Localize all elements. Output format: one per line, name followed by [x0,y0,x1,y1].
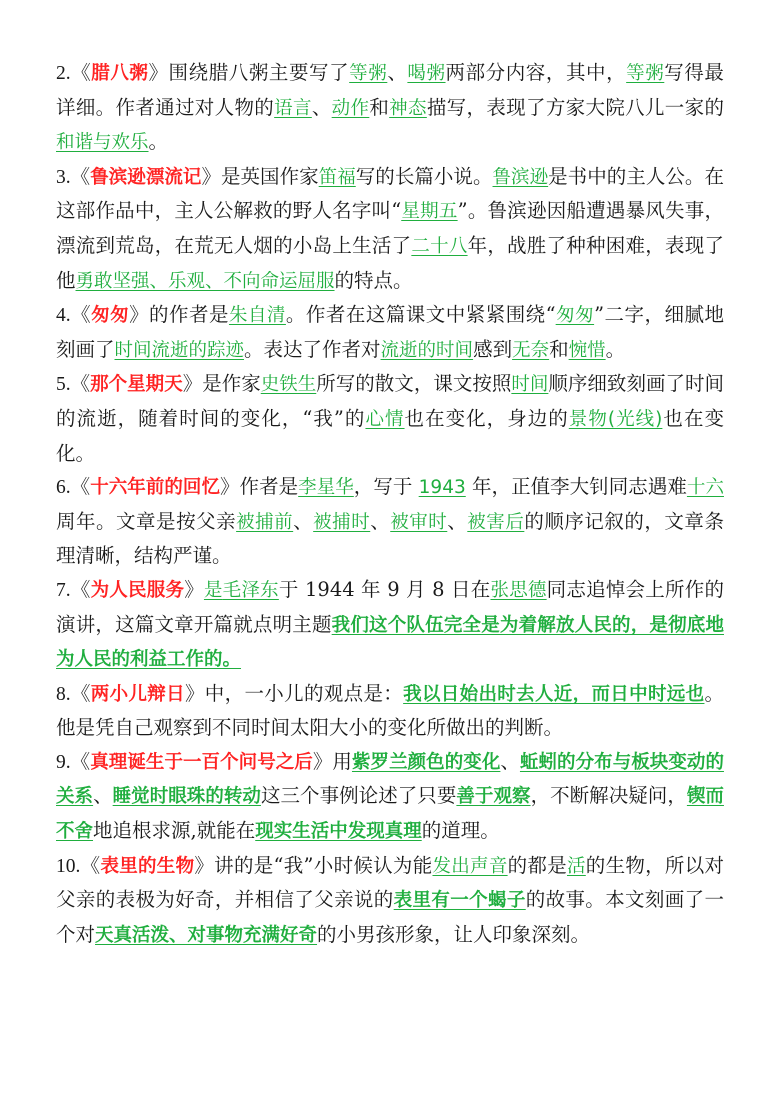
text-segment: 周年。文章是按父亲 [56,509,237,533]
item-number: 9. [56,751,71,773]
question-item [56,470,724,573]
item-number: 2. [56,63,71,84]
answer-blank: 喝粥 [407,63,446,84]
text-segment: 》作者是 [220,475,299,499]
text-segment: 》围绕腊八粥主要写了 [148,61,350,84]
answer-blank: 紫罗兰颜色的变化 [351,751,501,773]
item-number: 6. [56,477,71,499]
answer-blank: 等粥 [349,63,388,84]
text-segment: 《 [70,303,92,327]
text-segment: 顺序细致刻画了时间的流逝，随着时间的变化，“我”的 [56,372,724,430]
text-segment: 》是作家 [182,372,261,396]
text-segment: ，写于 [353,475,419,499]
answer-blank: 发出声音 [432,855,508,877]
answer-blank: 1943 [418,477,466,499]
question-item [56,849,724,953]
text-segment: 《 [70,577,91,601]
answer-blank: 毛泽东 [222,579,279,601]
answer-blank: 被审时 [390,511,448,533]
text-segment: 的生物，所以对父亲的表极为好奇，并相信了父亲说的 [56,853,724,912]
text-segment: 。他是凭自己观察到不同时间太阳大小的变化所做出的判断。 [56,681,724,740]
answer-blank: 勇敢坚强、乐观、不向命运屈服 [75,270,335,292]
answer-blank: 时间 [511,374,549,396]
text-segment: 《 [80,853,101,877]
text-segment: 和 [369,95,390,119]
text-segment: 《 [70,749,91,773]
text-segment: 。表达了作者对 [244,337,381,361]
text-segment: 》的作者是 [129,303,229,327]
answer-blank: 和谐与欢乐 [56,132,149,154]
answer-blank: 语言 [274,97,312,119]
answer-blank: 等粥 [626,63,665,84]
text-segment: 于 1944 年 9 月 8 日在 [278,577,491,601]
text-segment: 年，正值李大钊同志遇难 [465,475,687,499]
text-segment: 。作者在这篇课文中紧紧围绕“ [285,303,556,327]
text-segment: 写的长篇小说。 [355,164,493,188]
text-segment: ”二字，细腻地刻画了 [56,303,724,361]
text-segment: 、 [370,509,391,533]
text-segment: 》是英国作家 [201,164,319,188]
text-segment: 也在变化，身边的 [404,406,569,430]
text-segment: 是书中的主人公。在这部作品中，主人公解救的野人名字叫“ [56,164,724,223]
text-segment: 《 [70,164,91,188]
text-segment: 两部分内容，其中， [445,61,627,84]
text-segment: 感到 [473,337,513,361]
work-title: 十六年前的回忆 [90,477,220,499]
answer-blank: 二十八 [411,235,468,257]
answer-blank: 锲而不舍 [56,786,724,843]
text-segment: 、 [93,784,113,808]
text-segment: 的道理。 [421,819,500,843]
work-title: 真理诞生于一百个问号之后 [90,751,313,773]
text-segment: 也在变化。 [56,406,724,465]
answer-blank: 天真活泼、对事物充满好奇 [95,924,318,946]
answer-blank: 匆匆 [555,305,595,327]
text-segment: 》讲的是“我”小时候认为能 [194,853,433,877]
answer-blank: 心情 [365,408,405,430]
answer-blank: 我以日始出时去人近，而日中时远也 [403,683,705,705]
text-segment: 。 [148,130,169,154]
text-segment: 、 [447,509,468,533]
question-item [56,573,724,677]
answer-blank: 我们这个队伍完全是为着解放人民的，是彻底地为人民的利益工作的。 [56,614,724,671]
item-number: 5. [56,374,71,396]
answer-blank: 鲁滨逊 [492,166,549,188]
item-number: 8. [56,683,71,705]
answer-blank: 活 [566,855,586,877]
answer-blank: 惋惜 [568,339,606,361]
answer-blank: 朱自清 [228,305,286,327]
item-number: 7. [56,579,71,601]
text-segment: 所写的散文，课文按照 [316,372,512,396]
text-segment: 》用 [312,749,352,773]
question-item [56,56,724,160]
question-item [56,160,724,298]
work-title: 腊八粥 [91,63,149,84]
item-number: 10. [56,855,81,877]
work-title: 那个星期天 [90,374,183,396]
question-item [56,745,724,849]
answer-blank: 被害后 [467,511,525,533]
text-segment: 写得最详细。作者通过对人物的 [56,61,724,119]
item-number: 4. [56,305,71,327]
answer-blank: 十六 [686,477,724,499]
text-segment: 《 [70,372,91,396]
text-segment: 》中，一小儿的观点是： [184,681,404,705]
work-title: 两小儿辩日 [90,683,185,705]
text-segment: 和 [549,337,569,361]
text-segment: 、 [500,749,520,773]
text-segment: ”。鲁滨逊因船遭遇暴风失事，漂流到荒岛，在荒无人烟的小岛上生活了 [56,199,724,257]
answer-blank: 睡觉时眼珠的转动 [112,786,261,808]
answer-blank: 星期五 [401,201,458,223]
answer-blank: 流逝的时间 [380,339,474,361]
text-segment: 同志追悼会上所作的演讲，这篇文章开篇就点明主题 [56,577,724,636]
text-segment: 。 [605,337,626,361]
text-segment: 的故事。本文刻画了一个对 [56,888,724,946]
text-segment: 《 [70,681,91,705]
answer-blank: 是 [203,579,223,601]
answer-blank: 表里有一个蝎子 [393,890,526,912]
question-item [56,677,724,745]
answer-blank: 现实生活中发现真理 [255,821,422,843]
text-segment: 、 [387,61,408,84]
question-item [56,367,724,470]
answer-blank: 张思德 [490,579,547,601]
answer-blank: 蚯蚓的分布与板块变动的关系 [56,751,724,808]
text-segment: 这三个事例论述了只要 [260,784,457,808]
text-segment: 的顺序记叙的，文章条理清晰，结构严谨。 [56,509,724,568]
answer-blank: 被捕时 [313,511,371,533]
item-number: 3. [56,166,71,188]
text-segment: 描写，表现了方家大院八儿一家的 [426,95,724,119]
answer-blank: 神态 [389,97,427,119]
text-segment: 的特点。 [334,268,413,292]
answer-blank: 善于观察 [456,786,531,808]
answer-blank: 被捕前 [236,511,294,533]
text-segment: 》 [184,577,204,601]
question-item [56,298,724,367]
text-segment: 年，战胜了种种困难，表现了他 [56,233,724,292]
text-segment: ，不断解决疑问， [530,784,687,808]
text-segment: 、 [293,509,314,533]
text-segment: 的小男孩形象，让人印象深刻。 [317,922,591,946]
text-segment: 《 [70,61,92,84]
answer-blank: 笛福 [318,166,356,188]
work-title: 为人民服务 [90,579,185,601]
work-title: 表里的生物 [100,855,195,877]
text-segment: 地追根求源,就能在 [93,819,256,843]
answer-blank: 无奈 [512,339,550,361]
answer-blank: 时间流逝的踪迹 [114,339,245,361]
text-segment: 《 [70,475,91,499]
answer-blank: 动作 [331,97,370,119]
answer-blank: 史铁生 [260,374,317,396]
answer-blank: 李星华 [298,477,354,499]
work-title: 鲁滨逊漂流记 [90,166,202,188]
work-title: 匆匆 [91,305,130,327]
text-segment: 的都是 [507,853,567,877]
text-segment: 、 [311,95,332,119]
answer-blank: 景物(光线) [568,408,663,430]
